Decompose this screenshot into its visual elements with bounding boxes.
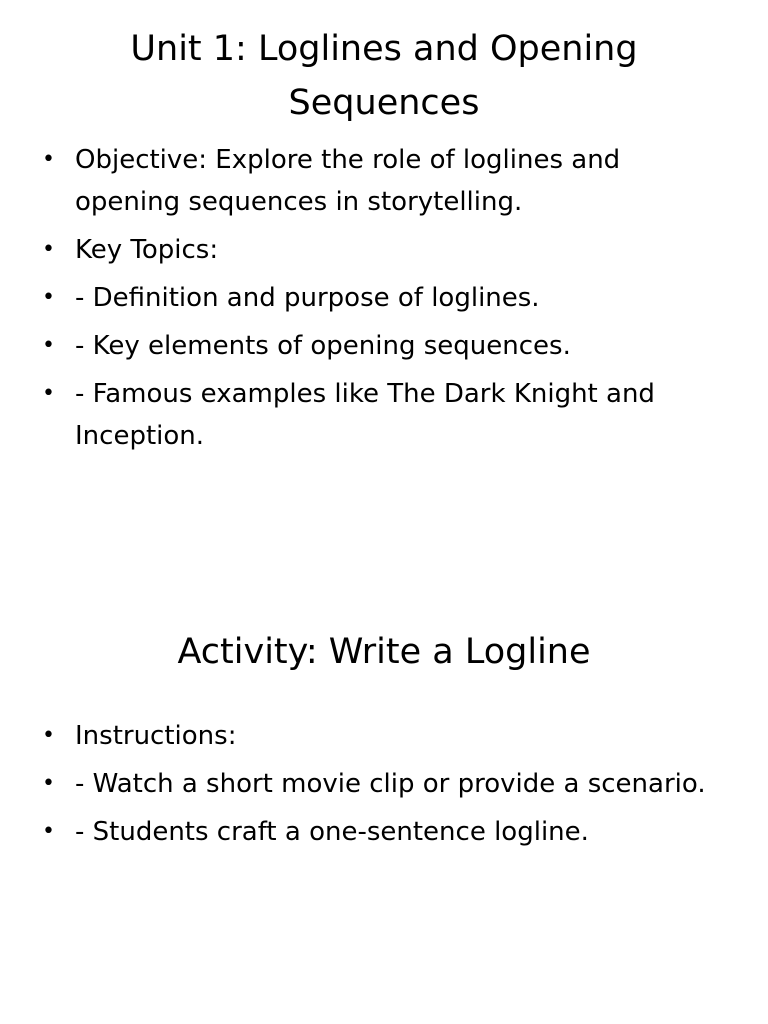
bullet-item — [40, 325, 720, 367]
bullet-dot-icon: • — [42, 147, 55, 172]
bullet-item — [40, 229, 720, 271]
bullet-dot-icon: • — [42, 333, 55, 358]
bullet-item — [40, 139, 720, 223]
bullet-text: - Watch a short movie clip or provide a scenario. — [75, 769, 706, 799]
slide-title: Activity: Write a Logline — [177, 632, 591, 672]
bullet-dot-icon: • — [42, 285, 55, 310]
bullet-dot-icon: • — [42, 723, 55, 748]
bullet-text: Instructions: — [75, 721, 237, 751]
bullet-text: - Key elements of opening sequences. — [75, 331, 571, 361]
bullet-text: Key Topics: — [75, 235, 219, 265]
slide-title: Unit 1: Loglines and Opening Sequences — [130, 29, 638, 123]
bullet-dot-icon: • — [42, 381, 55, 406]
bullet-dot-icon: • — [42, 771, 55, 796]
bullet-item — [40, 715, 720, 757]
bullet-item — [40, 277, 720, 319]
bullet-list — [40, 715, 720, 859]
bullet-list — [40, 139, 720, 463]
slide-activity — [0, 512, 768, 1024]
bullet-text: Objective: Explore the role of loglines and opening sequences in storytelling. — [75, 145, 621, 217]
bullet-dot-icon: • — [42, 819, 55, 844]
bullet-dot-icon: • — [42, 237, 55, 262]
bullet-text: - Famous examples like The Dark Knight and Inception. — [75, 379, 655, 451]
bullet-item — [40, 373, 720, 457]
bullet-text: - Definition and purpose of loglines. — [75, 283, 540, 313]
bullet-text: - Students craft a one-sentence logline. — [75, 817, 589, 847]
bullet-item — [40, 763, 720, 805]
bullet-item — [40, 811, 720, 853]
